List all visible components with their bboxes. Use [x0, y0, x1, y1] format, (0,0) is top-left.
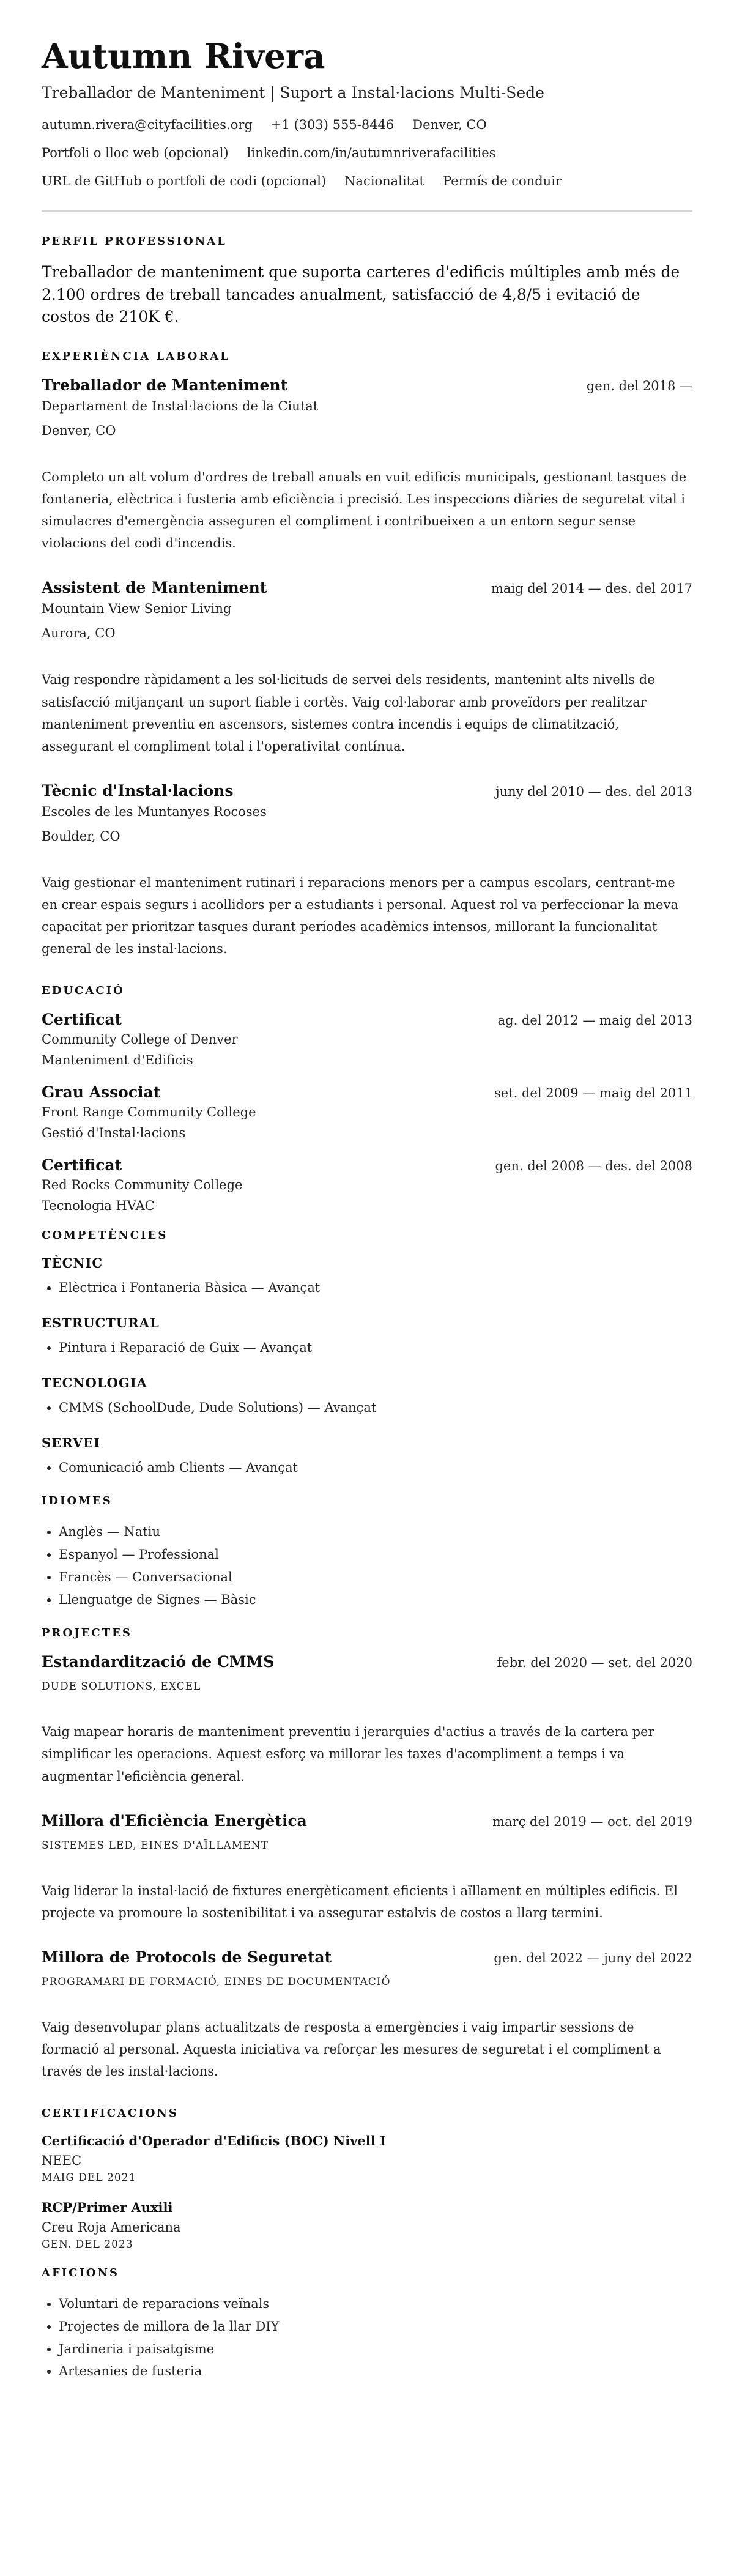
candidate-headline: Treballador de Manteniment | Suport a Instal·lacions Multi-Sede — [42, 84, 544, 102]
study-field: Tecnologia HVAC — [42, 1198, 155, 1214]
job-title: Assistent de Manteniment — [42, 579, 267, 597]
hobby-item: • Voluntari de reparacions veïnals — [59, 2293, 692, 2315]
project-entry — [42, 1653, 692, 1787]
job-location: Aurora, CO — [42, 626, 116, 641]
project-tech: SISTEMES LED, EINES D'AÏLLAMENT — [42, 1839, 269, 1852]
education-entry — [42, 1083, 692, 1140]
languages-heading: IDIOMES — [42, 1494, 113, 1508]
skill-list — [42, 1277, 692, 1299]
skill-list — [42, 1457, 692, 1479]
education-entry-head — [42, 1156, 692, 1174]
job-title: Tècnic d'Instal·lacions — [42, 781, 234, 800]
skill-item: • CMMS (SchoolDude, Dude Solutions) — Avançat — [59, 1397, 692, 1419]
experience-entry-head — [42, 579, 692, 596]
skill-list — [42, 1337, 692, 1359]
degree-title: Certificat — [42, 1011, 122, 1029]
degree-date: gen. del 2008 — des. del 2008 — [495, 1159, 692, 1174]
skills-heading: COMPETÈNCIES — [42, 1229, 168, 1242]
job-employer: Mountain View Senior Living — [42, 601, 232, 617]
language-item: • Francès — Conversacional — [59, 1566, 692, 1589]
skill-category: ESTRUCTURAL — [42, 1315, 160, 1331]
language-item: • Espanyol — Professional — [59, 1543, 692, 1566]
degree-title: Grau Associat — [42, 1083, 161, 1102]
experience-heading: EXPERIÈNCIA LABORAL — [42, 350, 230, 363]
languages-section — [42, 1494, 692, 1611]
job-date: gen. del 2018 — — [586, 379, 692, 393]
skill-item: • Comunicació amb Clients — Avançat — [59, 1457, 692, 1479]
project-entry — [42, 1812, 692, 1924]
contact-line-2 — [42, 146, 692, 160]
contact-location: Denver, CO — [412, 117, 487, 133]
job-date: maig del 2014 — des. del 2017 — [491, 581, 692, 596]
certification-issuer: NEEC — [42, 2153, 82, 2169]
job-location: Boulder, CO — [42, 828, 120, 844]
experience-entry — [42, 376, 692, 554]
project-title: Millora d'Eficiència Energètica — [42, 1811, 307, 1830]
contact-nationality: Nacionalitat — [344, 174, 425, 189]
skills-section — [42, 1229, 692, 1479]
certification-entry — [42, 2200, 692, 2251]
language-item: • Anglès — Natiu — [59, 1521, 692, 1543]
summary-section — [42, 235, 692, 328]
education-entry — [42, 1011, 692, 1067]
project-title: Millora de Protocols de Seguretat — [42, 1948, 332, 1966]
project-entry — [42, 1948, 692, 2082]
certification-issuer: Creu Roja Americana — [42, 2220, 181, 2235]
resume-header — [42, 37, 692, 188]
language-item: • Llenguatge de Signes — Bàsic — [59, 1589, 692, 1611]
job-description: Vaig respondre ràpidament a les sol·licituds de servei dels residents, mantenint alts nivells de satisfacció mitjançant un suport fiable i cortès. Vaig col·laborar amb proveïdors per realitzar manteniment preventiu en ascensors, sistemes contra incendis i equips de climatització, assegurant el compliment total i l'operativitat contínua. — [42, 672, 655, 754]
hobby-item: • Projectes de millora de la llar DIY — [59, 2315, 692, 2338]
experience-entry-head — [42, 376, 692, 394]
education-heading: EDUCACIÓ — [42, 984, 125, 998]
school-name: Red Rocks Community College — [42, 1178, 243, 1193]
contact-email[interactable]: autumn.rivera@cityfacilities.org — [42, 117, 253, 133]
education-entry-head — [42, 1011, 692, 1028]
project-entry-head — [42, 1812, 692, 1830]
certifications-heading: CERTIFICACIONS — [42, 2107, 179, 2120]
project-date: gen. del 2022 — juny del 2022 — [494, 1950, 692, 1965]
summary-text: Treballador de manteniment que suporta carteres d'edificis múltiples amb més de 2.100 ordres de treball tancades anualment, satisfacció de 4,8/5 i evitació de costos de 210K €. — [42, 263, 680, 325]
contact-driving-license: Permís de conduir — [443, 174, 562, 189]
job-date: juny del 2010 — des. del 2013 — [495, 784, 692, 799]
contact-phone[interactable]: +1 (303) 555-8446 — [270, 117, 395, 133]
contact-line-3 — [42, 174, 692, 188]
certification-date: GEN. DEL 2023 — [42, 2238, 133, 2251]
certification-name: Certificació d'Operador d'Edificis (BOC) Nivell I — [42, 2133, 386, 2149]
skill-item: • Pintura i Reparació de Guix — Avançat — [59, 1337, 692, 1359]
education-entry-head — [42, 1083, 692, 1101]
contact-portfolio[interactable]: Portfoli o lloc web (opcional) — [42, 146, 229, 161]
degree-date: set. del 2009 — maig del 2011 — [494, 1086, 692, 1101]
experience-entry-head — [42, 782, 692, 800]
skill-category: TÈCNIC — [42, 1255, 103, 1271]
job-title: Treballador de Manteniment — [42, 376, 288, 394]
job-description: Vaig gestionar el manteniment rutinari i reparacions menors per a campus escolars, centrant-me en crear espais segurs i acollidors per a estudiants i personal. Aquest rol va perfeccionar la meva capacitat per prioritzar tasques durant períodes acadèmics intensos, millorant la funcionalitat general de les instal·lacions. — [42, 875, 678, 957]
header-divider — [42, 210, 692, 212]
job-location: Denver, CO — [42, 423, 116, 438]
summary-heading: PERFIL PROFESSIONAL — [42, 235, 227, 248]
skill-category: TECNOLOGIA — [42, 1375, 147, 1390]
contact-linkedin[interactable]: linkedin.com/in/autumnriverafacilities — [247, 146, 496, 161]
project-title: Estandardització de CMMS — [42, 1653, 275, 1671]
project-date: febr. del 2020 — set. del 2020 — [497, 1655, 692, 1671]
candidate-name: Autumn Rivera — [42, 36, 325, 76]
project-description: Vaig liderar la instal·lació de fixtures energèticament eficients i aïllament en múltiples edificis. El projecte va promoure la sostenibilitat i va assegurar estalvis de costos a llarg termini. — [42, 1883, 678, 1920]
project-description: Vaig desenvolupar plans actualitzats de resposta a emergències i vaig impartir sessions de formació al personal. Aquesta iniciativa va reforçar les mesures de seguretat i el compliment a través de les instal·lacions. — [42, 2019, 661, 2079]
school-name: Community College of Denver — [42, 1032, 238, 1047]
hobby-item: • Jardineria i paisatgisme — [59, 2338, 692, 2361]
certification-name: RCP/Primer Auxili — [42, 2200, 173, 2216]
certification-date: MAIG DEL 2021 — [42, 2172, 136, 2184]
project-description: Vaig mapear horaris de manteniment preventiu i jerarquies d'actius a través de la cartera per simplificar les operacions. Aquest esforç va millorar les taxes d'acompliment a temps i va augmentar l'eficiència general. — [42, 1724, 654, 1784]
project-tech: DUDE SOLUTIONS, EXCEL — [42, 1680, 201, 1693]
degree-title: Certificat — [42, 1156, 122, 1175]
education-section — [42, 984, 692, 1213]
job-employer: Escoles de les Muntanyes Rocoses — [42, 804, 267, 819]
study-field: Gestió d'Instal·lacions — [42, 1126, 186, 1141]
education-entry — [42, 1156, 692, 1213]
school-name: Front Range Community College — [42, 1105, 256, 1120]
contact-github[interactable]: URL de GitHub o portfoli de codi (opcional) — [42, 174, 327, 189]
experience-section — [42, 350, 692, 960]
project-entry-head — [42, 1948, 692, 1966]
contact-line-1 — [42, 117, 692, 132]
job-employer: Departament de Instal·lacions de la Ciutat — [42, 399, 319, 414]
skill-item: • Elèctrica i Fontaneria Bàsica — Avançat — [59, 1277, 692, 1299]
skill-list — [42, 1397, 692, 1419]
hobby-item: • Artesanies de fusteria — [59, 2360, 692, 2383]
experience-entry — [42, 782, 692, 960]
skill-category: SERVEI — [42, 1435, 100, 1450]
hobbies-section — [42, 2266, 692, 2383]
certifications-section — [42, 2107, 692, 2251]
certification-entry — [42, 2133, 692, 2184]
hobby-list — [42, 2293, 692, 2383]
projects-heading: PROJECTES — [42, 1627, 132, 1640]
project-tech: PROGRAMARI DE FORMACIÓ, EINES DE DOCUMENTACIÓ — [42, 1975, 391, 1988]
project-entry-head — [42, 1653, 692, 1671]
job-description: Completo un alt volum d'ordres de treball anuals en vuit edificis municipals, gestionant tasques de fontaneria, elèctrica i fusteria amb eficiència i precisió. Les inspeccions diàries de seguretat vital i simulacres d'emergència asseguren el compliment i contribueixen a un entorn segur sense violacions del codi d'incendis. — [42, 470, 687, 551]
projects-section — [42, 1627, 692, 2082]
study-field: Manteniment d'Edificis — [42, 1053, 193, 1068]
project-date: març del 2019 — oct. del 2019 — [492, 1814, 692, 1829]
degree-date: ag. del 2012 — maig del 2013 — [497, 1013, 692, 1028]
experience-entry — [42, 579, 692, 757]
hobbies-heading: AFICIONS — [42, 2266, 120, 2280]
language-list — [42, 1521, 692, 1611]
